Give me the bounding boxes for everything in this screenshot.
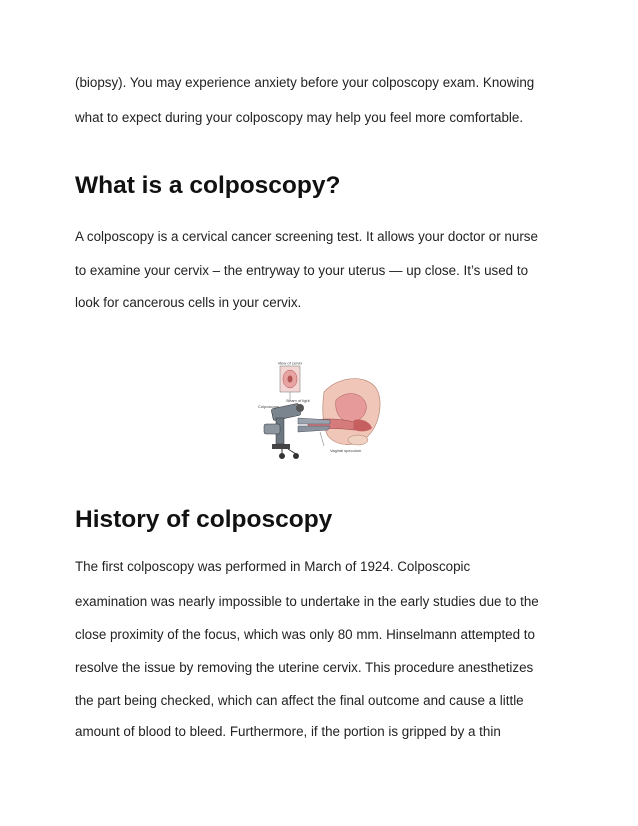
section-heading-what-is: What is a colposcopy? <box>75 172 341 199</box>
section2-line-6: amount of blood to bleed. Furthermore, if the portion is gripped by a thin <box>75 724 501 739</box>
label-view-of-cervix: View of cervix <box>277 360 303 366</box>
section2-line-5: the part being checked, which can affect the final outcome and cause a little <box>75 693 524 708</box>
section1-line-2: to examine your cervix – the entryway to your uterus — up close. It’s used to <box>75 263 529 278</box>
label-vaginal-speculum: Vaginal speculum <box>330 448 362 453</box>
label-beam-of-light: Beam of light <box>286 398 310 403</box>
section2-line-1: The first colposcopy was performed in March of 1924. Colposcopic <box>75 559 471 574</box>
section1-line-3: look for cancerous cells in your cervix. <box>75 295 302 310</box>
label-colposcope: Colposcope <box>258 404 280 409</box>
section2-line-2: examination was nearly impossible to undertake in the early studies due to the <box>75 594 539 609</box>
intro-line-2: what to expect during your colposcopy may help you feel more comfortable. <box>75 110 524 125</box>
section2-line-4: resolve the issue by removing the uterine cervix. This procedure anesthetizes <box>75 660 534 675</box>
section2-line-3: close proximity of the focus, which was only 80 mm. Hinselmann attempted to <box>75 627 535 642</box>
intro-line-1: (biopsy). You may experience anxiety before your colposcopy exam. Knowing <box>75 75 535 90</box>
section1-line-1: A colposcopy is a cervical cancer screening test. It allows your doctor or nurse <box>75 229 538 244</box>
section-heading-history: History of colposcopy <box>75 506 333 533</box>
colposcopy-illustration <box>258 360 384 464</box>
